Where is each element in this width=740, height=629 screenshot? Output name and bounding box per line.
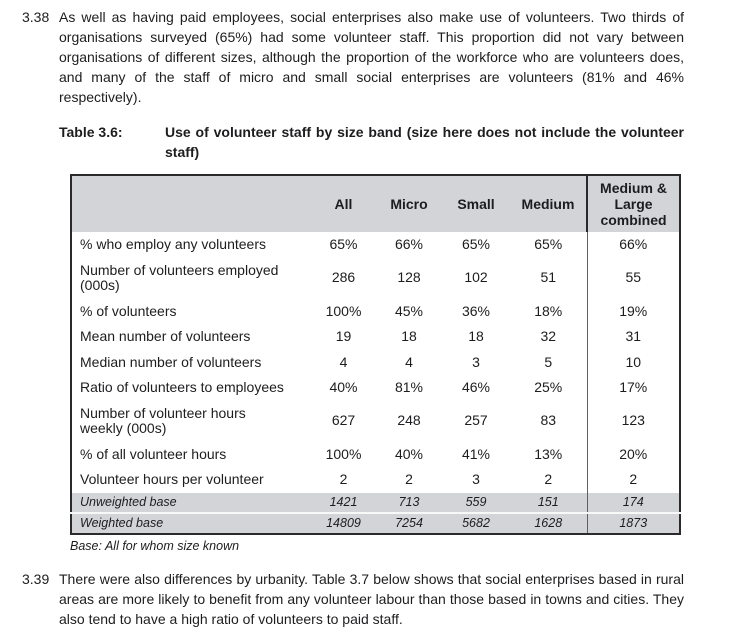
table-cell: 19% [587,299,680,325]
table-cell: 65% [329,236,358,252]
table-cell: 2 [544,471,553,487]
table-cell: 31 [587,324,680,350]
table-cell: 55 [587,258,680,299]
table-header-micro: Micro [376,175,442,232]
table-cell: 4 [339,353,348,370]
row-label: Unweighted base [71,493,311,513]
table-base-row [71,513,680,534]
table-cell: 41% [461,445,491,462]
table-cell: 20% [587,442,680,468]
table-cell: 3 [472,353,480,370]
paragraph-number: 3.38 [22,9,50,25]
table-row [71,401,680,442]
table-footnote: Base: All for whom size known [70,538,240,553]
table-cell: 3 [472,471,480,487]
table-cell: 100% [325,445,362,462]
paragraph-text: There were also differences by urbanity. Table 3.7 below shows that social enterprises based in rural areas are more likely to benefit from any volunteer labour than those based in towns and cities. They also tend to have a high ratio of volunteers to paid staff. [59,570,684,627]
table-row [71,232,680,258]
table-cell: 128 [397,269,421,286]
table-cell: 286 [331,269,356,286]
table-cell: 2 [587,467,680,493]
table-row [71,324,680,350]
table-row [71,375,680,401]
table-cell: 18 [401,328,417,344]
table-header-medium-large-combined: Medium & Large combined [587,175,680,232]
table-cell: 174 [587,493,680,513]
table-cell: 65% [461,236,491,252]
table-cell: 66% [587,232,680,258]
row-label: Volunteer hours per volunteer [80,471,264,487]
table-cell: 123 [587,401,680,442]
table-row [71,299,680,325]
row-label: % of all volunteer hours [80,445,227,462]
table-cell: 100% [325,302,362,319]
table-cell: 10 [587,350,680,376]
table-cell: 65% [534,236,563,252]
table-cell: 81% [394,379,424,395]
row-label: Number of volunteer hours weekly (000s) [80,404,246,436]
table-header-all: All [311,175,376,232]
table-cell: 2 [339,471,348,487]
table-cell: 25% [534,379,563,395]
row-label: Ratio of volunteers to employees [80,379,284,395]
table-cell: 248 [397,412,421,429]
table-cell: 18 [468,328,484,344]
table-cell: 151 [510,493,587,513]
table-cell: 5682 [442,513,510,534]
table-caption-label: Table 3.6: [59,124,123,140]
table-cell: 713 [376,493,442,513]
table-cell: 46% [461,379,491,395]
volunteer-staff-table [70,174,681,535]
row-label: Mean number of volunteers [80,328,251,344]
table-cell: 2 [405,471,413,487]
table-header-row [71,175,680,232]
row-label: % who employ any volunteers [80,236,266,252]
table-header-medium: Medium [510,175,587,232]
table-cell: 1421 [311,493,376,513]
table-cell: 4 [405,353,413,370]
table-cell: 257 [464,412,488,429]
table-cell: 36% [461,302,491,319]
table-cell: 1873 [587,513,680,534]
table-cell: 83 [540,412,557,429]
table-cell: 51 [540,269,557,286]
table-base-row [71,493,680,513]
table-cell: 102 [464,269,488,286]
table-cell: 19 [335,328,352,344]
table-cell: 5 [544,353,553,370]
table-row [71,467,680,493]
table-cell: 40% [394,445,424,462]
table-row [71,258,680,299]
table-cell: 32 [540,328,557,344]
row-label: Number of volunteers employed (000s) [80,261,279,293]
table-cell: 17% [587,375,680,401]
table-cell: 66% [394,236,424,252]
table-caption [59,122,684,162]
row-label: % of volunteers [80,302,177,319]
table-cell: 14809 [311,513,376,534]
paragraph-3-39 [22,569,684,629]
paragraph-3-38 [22,7,684,107]
table-body [71,232,680,534]
table-cell: 40% [329,379,358,395]
table-cell: 627 [331,412,356,429]
table-cell: 7254 [376,513,442,534]
table-caption-title: Use of volunteer staff by size band (size here does not include the volunteer staff) [165,124,684,160]
row-label: Weighted base [71,513,311,534]
table-header-small: Small [442,175,510,232]
row-label: Median number of volunteers [80,353,262,370]
table-cell: 559 [442,493,510,513]
table-header-empty [71,175,311,232]
paragraph-text: As well as having paid employees, social enterprises also make use of volunteers. Two thirds of organisations surveyed (65%) had some volunteer staff. This proportion did not vary between organisations of different sizes, although the proportion of the workforce who are volunteers does, and many of the staff of micro and small social enterprises are volunteers (81% and 46% respectively). [59,9,684,105]
table-cell: 18% [534,302,563,319]
table-row [71,442,680,468]
table-cell: 45% [394,302,424,319]
paragraph-number: 3.39 [22,570,50,587]
table-row [71,350,680,376]
table-cell: 13% [534,445,563,462]
table-cell: 1628 [510,513,587,534]
